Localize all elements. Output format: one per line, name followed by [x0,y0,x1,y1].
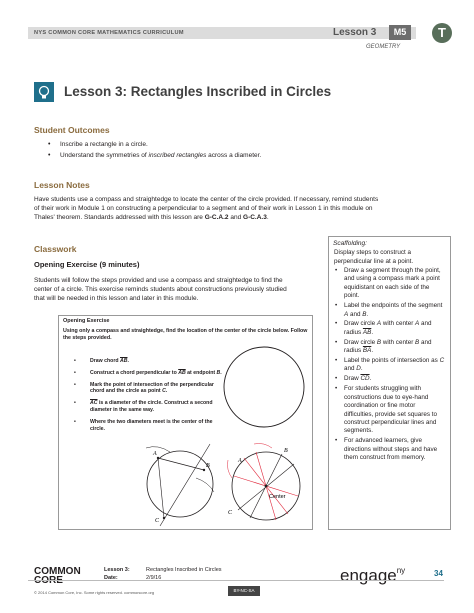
exercise-steps [72,358,222,437]
list-item: • Label the endpoints of the segment A and B. [329,302,450,319]
figure-circle [147,451,213,517]
label-a: A [238,458,242,464]
license-badge: BY-NC-SA [228,586,260,596]
classwork-heading: Classwork [34,244,77,254]
label-c: C [155,518,160,524]
scaffolding-intro: Display steps to construct a perpendicular line at a point. [334,249,414,265]
footer-lesson-title: Rectangles Inscribed in Circles [146,567,222,573]
copyright: © 2014 Common Core, Inc. Some rights reserved. commoncore.org [34,590,155,595]
teacher-badge: T [432,23,452,43]
list-item: • Label the points of intersection as C and D. [329,357,450,374]
exercise-title: Opening Exercise [63,318,110,324]
module-badge: M5 [389,25,411,40]
page-title: Lesson 3: Rectangles Inscribed in Circles [64,84,332,99]
list-item: • Draw $\overline{CD}$. [329,375,450,383]
perpendicular-chord [160,444,210,526]
footer-divider [28,580,444,581]
blank-circle [224,347,304,427]
list-item: • Draw a segment through the point, and using a compass mark a point equidistant on each side of the point. [329,267,450,301]
chord-ab [158,458,204,470]
compass-arc [228,460,233,478]
list-item: • Construct a chord perpendicular to $\overline{AB}$ at endpoint B. [72,370,222,377]
exercise-subheading: Opening Exercise (9 minutes) [34,260,140,269]
engageny-logo: engage$^{ny}$ [340,566,406,585]
page-number: 34 [434,569,443,578]
center-point [265,485,268,488]
footer-date: 2/9/16 [146,575,162,581]
standard-2: G-C.A.3 [243,214,267,221]
point-c [163,517,165,519]
point-b [203,469,205,471]
exercise-intro: Using only a compass and straightedge, find the location of the center of the circle below. Follow the steps provided. [63,328,308,342]
footer-labels: Lesson 3: Date: [104,567,130,581]
scaffolding-box [328,236,451,530]
scaffolding-list [329,267,450,462]
point-a [157,457,159,459]
label-a: A [153,451,157,457]
construction-figure-1 [140,440,220,528]
list-item: • Where the two diameters meet is the center of the circle. [72,419,222,433]
label-center: Center [269,494,286,500]
outcomes-heading: Student Outcomes [34,125,110,135]
subject-label: GEOMETRY [366,44,401,50]
list-item: • For advanced learners, give directions without steps and have them construct from memory. [329,437,450,462]
classwork-text: Students will follow the steps provided and use a compass and straightedge to find the center of a circle. This exercise reminds students about constructions previously studied that will be needed in this lesson and later in this module. [34,277,287,302]
list-item: • For students struggling with constructions due to eye-hand coordination or fine motor difficulties, provide set squares to construct perpendicular lines and segments. [329,385,450,435]
curriculum-label: NYS COMMON CORE MATHEMATICS CURRICULUM [34,30,184,36]
scaffolding-heading: Scaffolding: [333,240,367,247]
list-item: • Understand the symmetries of inscribed rectangles across a diameter. [46,150,406,161]
compass-arc [146,447,170,452]
standard-1: G-C.A.2 [204,214,229,221]
compass-arc [254,444,272,449]
notes-text: Have students use a compass and straightedge to locate the center of the circle provided. If necessary, remind students of their work in Module 1 on constructing a perpendicular to a segment and of their work in Lesson 1 in this module on Thales' theorem. Standards addressed with this lesson are G-C.A.2 and G-C.A.3. [34,196,379,221]
list-item: • Draw circle A with center A and radius $\overline{AB}$. [329,320,450,337]
common-core-logo: COMMON CORE [34,566,81,586]
list-item: • Draw circle B with center B and radius $\overline{BA}$. [329,339,450,356]
notes-heading: Lesson Notes [34,180,90,190]
list-item: • $\overline{AC}$ is a diameter of the circle. Construct a second diameter in the same way. [72,400,222,414]
lesson-label: Lesson 3 [333,27,377,38]
construction-figure-2 [224,440,308,528]
list-item: • Inscribe a rectangle in a circle. [46,139,406,150]
lightbulb-icon [34,82,54,102]
list-item: • Mark the point of intersection of the perpendicular chord and the circle as point C. [72,382,222,396]
list-item: • Draw chord $\overline{AB}$. [72,358,222,365]
label-b: B [284,448,288,454]
compass-arc [196,478,214,492]
label-c: C [228,510,233,516]
outcomes-list [46,139,406,161]
blank-circle-figure [222,345,306,429]
label-b: B [206,463,210,469]
